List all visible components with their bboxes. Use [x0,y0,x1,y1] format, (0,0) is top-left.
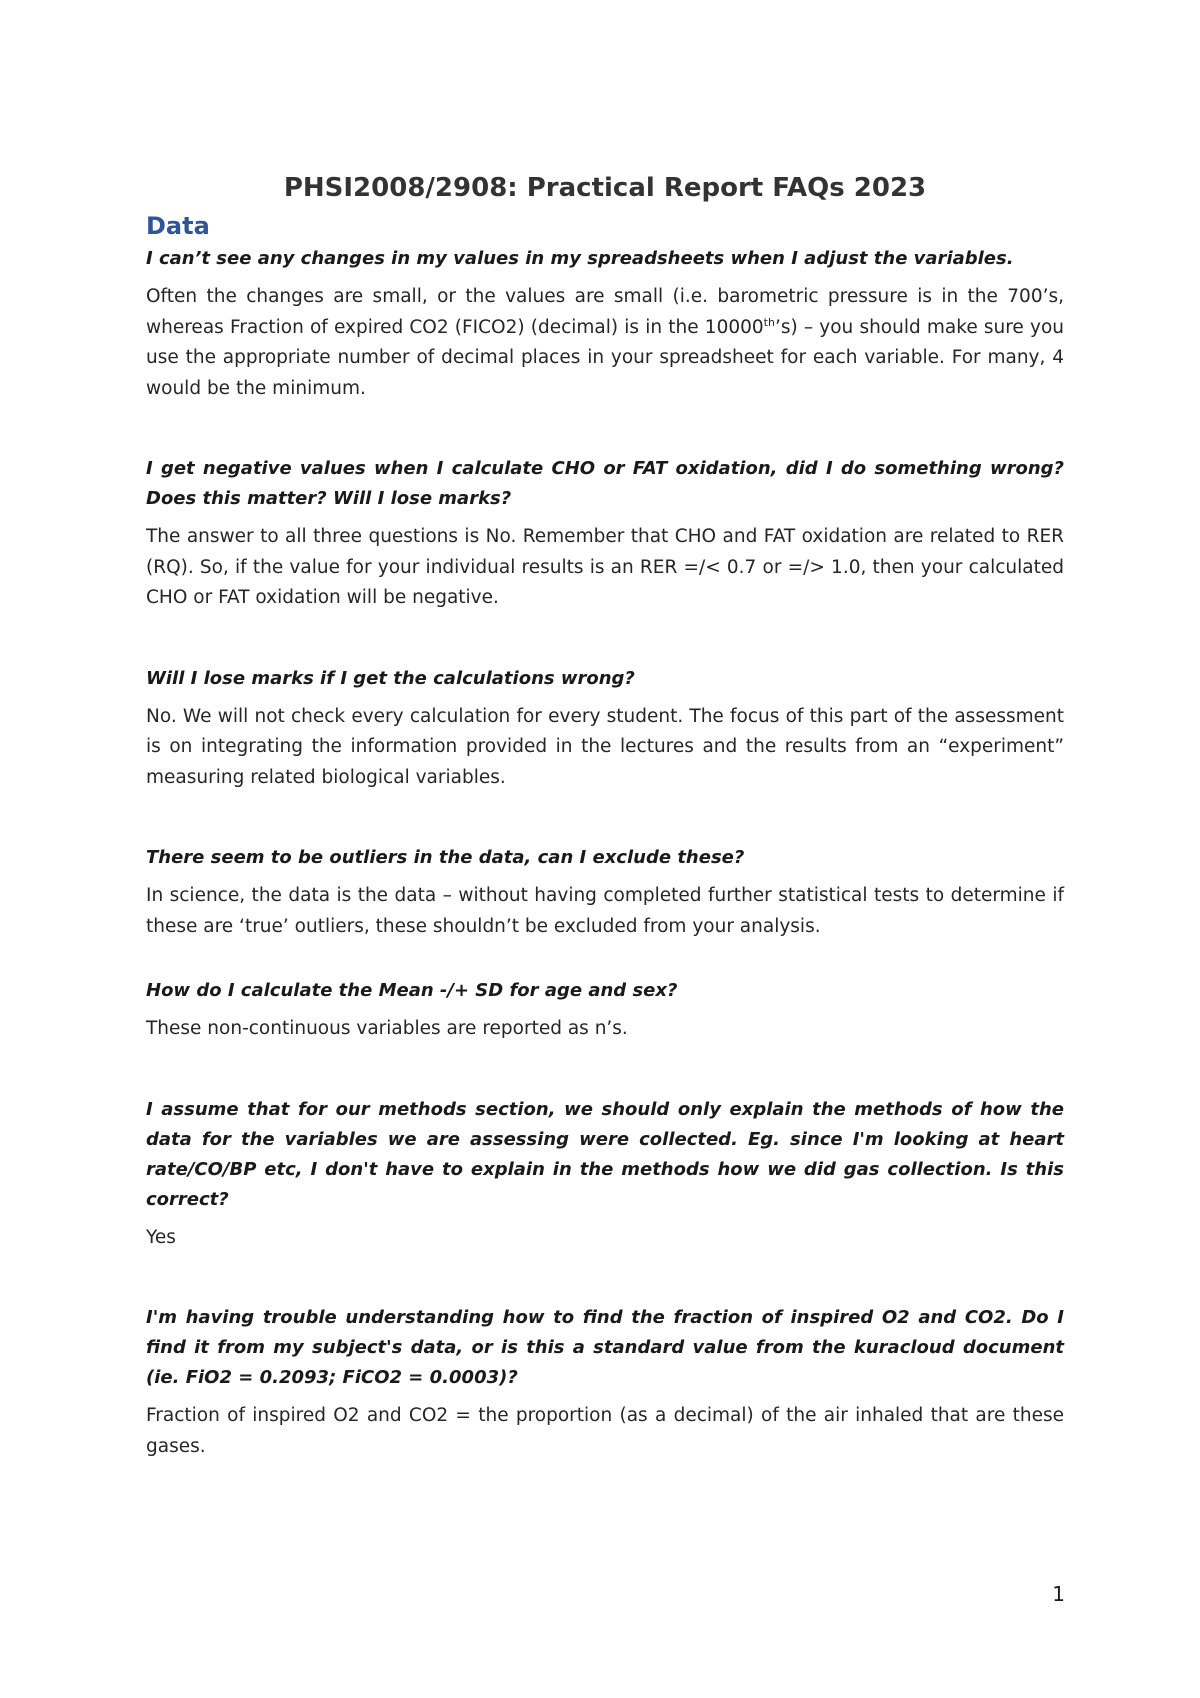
faq-question: I can’t see any changes in my values in my spreadsheets when I adjust the variables. [146,248,1014,269]
faq-item [146,1303,1064,1462]
faq-answer: Yes [146,1226,176,1248]
faq-question: I get negative values when I calculate CHO or FAT oxidation, did I do something wrong? Does this matter? Will I lose marks? [146,458,1064,509]
section-heading-data: Data [146,212,210,240]
superscript-th: th [763,315,775,329]
faq-answer: The answer to all three questions is No. Remember that CHO and FAT oxidation are related to RER (RQ). So, if the value for your individual results is an RER =/< 0.7 or =/> 1.0, then your calculated CHO or FAT oxidation will be negative. [146,526,1064,608]
page-content [146,168,1064,1462]
page-number: 1 [1052,1582,1065,1606]
faq-item [146,843,1064,942]
faq-question: How do I calculate the Mean -/+ SD for age and sex? [146,980,678,1001]
faq-item [146,454,1064,614]
faq-answer [146,282,1064,404]
faq-item [146,664,1064,794]
faq-question: There seem to be outliers in the data, can I exclude these? [146,847,745,868]
faq-answer: Fraction of inspired O2 and CO2 = the proportion (as a decimal) of the air inhaled that are these gases. [146,1405,1064,1457]
faq-answer-part: ’s) – you should make sure you use the appropriate number of decimal places in your spreadsheet for each variable. For many, 4 would be the minimum. [146,316,1064,399]
faq-question: I'm having trouble understanding how to find the fraction of inspired O2 and CO2. Do I find it from my subject's data, or is this a standard value from the kuracloud document (ie. FiO2 = 0.2093; FiCO2 = 0.0003)? [146,1307,1064,1388]
faq-item [146,1095,1064,1254]
faq-answer-part: Often the changes are small, or the values are small (i.e. barometric pressure is in the 700’s, whereas Fraction of expired CO2 (FICO2) (decimal) is in the 10000 [146,286,1064,338]
faq-answer: In science, the data is the data – without having completed further statistical tests to determine if these are ‘true’ outliers, these shouldn’t be excluded from your analysis. [146,885,1064,937]
document-title: PHSI2008/2908: Practical Report FAQs 2023 [283,173,927,203]
faq-question: Will I lose marks if I get the calculations wrong? [146,667,635,689]
faq-answer: These non-continuous variables are reported as n’s. [146,1018,628,1039]
faq-answer: No. We will not check every calculation for every student. The focus of this part of the assessment is on integrating the information provided in the lectures and the results from an “experiment” measuring related biological variables. [146,705,1064,788]
faq-item [146,976,1064,1045]
faq-item [146,244,1064,404]
faq-question: I assume that for our methods section, we should only explain the methods of how the data for the variables we are assessing were collected. Eg. since I'm looking at heart rate/CO/BP etc, I don't have to explain in the methods how we did gas collection. Is this correct? [146,1098,1064,1210]
